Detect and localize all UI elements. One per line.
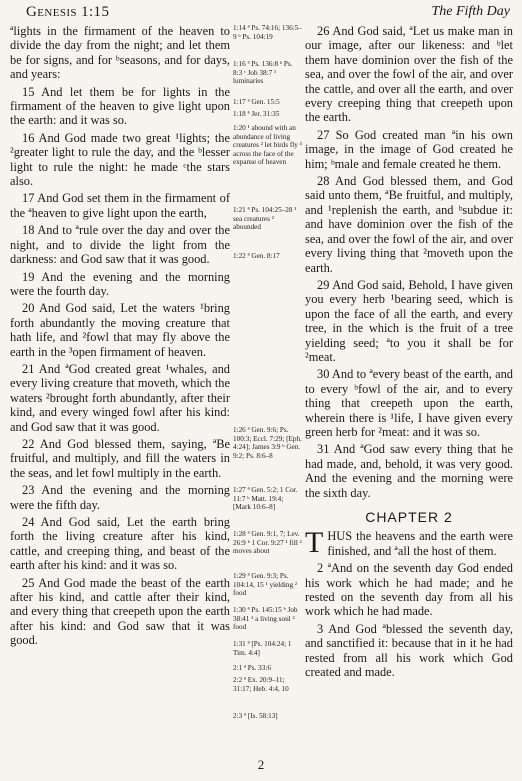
verse-paragraph: 24 And God said, Let the earth bring forth the living creature after his kind, cattle, and creeping thing, and beast of the earth after his kind: and it was so. <box>10 515 230 573</box>
cross-reference-note: 1:21 ª Ps. 104:25–28 ¹ sea creatures ² abounded <box>233 206 297 232</box>
verse-paragraph: 19 And the evening and the morning were the fourth day. <box>10 269 230 298</box>
chapter-opening-paragraph <box>305 526 513 560</box>
cross-reference-note: 1:31 ª [Ps. 104:24; 1 Tim. 4:4] <box>233 640 292 657</box>
right-text-column <box>305 24 513 682</box>
cross-reference-note: 1:17 ª Gen. 15:5 <box>233 98 280 106</box>
cross-reference-note: 2:3 ª [Is. 58:13] <box>233 712 278 720</box>
verse-paragraph: 2 ªAnd on the seventh day God ended his work which he had made; and he rested on the seventh day from all his work which he had made. <box>305 561 513 619</box>
verse-paragraph: 28 And God blessed them, and God said unto them, ªBe fruitful, and multiply, and ¹replenish the earth, and ᵇsubdue it: and have dominion over the fish of the sea, and over the fowl of the air, and over every living thing that ²moveth upon the earth. <box>305 174 513 275</box>
cross-reference-note: 1:14 ª Ps. 74:16; 136:5–9 ᵇ Ps. 104:19 <box>233 24 302 41</box>
running-header-reference <box>26 4 109 21</box>
verse-paragraph: 31 And ªGod saw every thing that he had made, and, behold, it was very good. And the evening and the morning were the sixth day. <box>305 442 513 500</box>
header-book: Genesis <box>26 4 77 20</box>
page-number: 2 <box>257 757 265 772</box>
verse-paragraph: 25 And God made the beast of the earth after his kind, and cattle after their kind, and every thing that creepeth upon the earth after his kind: and God saw that it was good. <box>10 575 230 648</box>
cross-reference-note: 1:29 ª Gen. 9:3; Ps. 104:14, 15 ¹ yielding ² food <box>233 572 298 598</box>
verse-paragraph: 21 And ªGod created great ¹whales, and every living creature that moveth, which the waters ²brought forth abundantly, after their kind, and every winged fowl after his kind: and God saw that it was good. <box>10 361 230 434</box>
verse-paragraph: 30 And to ªevery beast of the earth, and to every ᵇfowl of the air, and to every thing that creepeth upon the earth, wherein there is ¹life, I have given every green herb for ²meat: and it was so. <box>305 367 513 439</box>
verse-paragraph: ªlights in the firmament of the heaven to divide the day from the night; and let them be for signs, and for ᵇseasons, and for days, and years: <box>10 24 230 82</box>
header-chapter-verse: 1:15 <box>81 4 110 20</box>
cross-reference-note: 1:27 ª Gen. 5:2; 1 Cor. 11:7 ᵇ Matt. 19:4; [Mark 10:6–8] <box>233 486 298 512</box>
cross-reference-column <box>233 24 303 764</box>
cross-reference-note: 2:2 ª Ex. 20:9–11; 31:17; Heb. 4:4, 10 <box>233 676 289 693</box>
verse-paragraph: 23 And the evening and the morning were the fifth day. <box>10 483 230 512</box>
chapter-heading: CHAPTER 2 <box>365 509 453 525</box>
cross-reference-note: 1:26 ª Gen. 9:6; Ps. 100:3; Eccl. 7:29; [Eph. 4:24]; James 3:9 ᵇ Gen. 9:2; Ps. 8:6–8 <box>233 426 302 460</box>
chapter-opening-text: HUS the heavens and the earth were finished, and ªall the host of them. <box>327 529 513 558</box>
verse-paragraph: 17 And God set them in the firmament of the ªheaven to give light upon the earth, <box>10 191 230 220</box>
cross-reference-note: 1:28 ª Gen. 9:1, 7; Lev. 26:9 ᵇ 1 Cor. 9:27 ¹ fill ² moves about <box>233 530 302 556</box>
verse-paragraph: 20 And God said, Let the waters ¹bring forth abundantly the moving creature that hath life, and ²fowl that may fly above the earth in the ³open firmament of heaven. <box>10 301 230 359</box>
verse-paragraph: 29 And God said, Behold, I have given you every herb ¹bearing seed, which is upon the face of all the earth, and every tree, in the which is the fruit of a tree yielding seed; ªto you it shall be for ²meat. <box>305 277 513 364</box>
left-text-column <box>10 24 230 651</box>
verse-paragraph: 16 And God made two great ¹lights; the ²greater light to rule the day, and the ᵇlesser light to rule the night: he made ᶜthe stars also. <box>10 130 230 189</box>
cross-reference-note: 1:18 ª Jer. 31:35 <box>233 110 280 118</box>
verse-paragraph: 18 And to ªrule over the day and over the night, and to divide the light from the darkness: and God saw that it was good. <box>10 223 230 267</box>
cross-reference-note: 1:30 ª Ps. 145:15 ᵇ Job 38:41 ¹ a living soul ² food <box>233 606 298 632</box>
cross-reference-note: 1:20 ¹ abound with an abundance of living creatures ² let birds fly ³ across the face of the expanse of heaven <box>233 124 302 167</box>
cross-reference-note: 2:1 ª Ps. 33:6 <box>233 664 271 672</box>
verse-paragraph: 26 And God said, ªLet us make man in our image, after our likeness: and ᵇlet them have dominion over the fish of the sea, and over the fowl of the air, and over the cattle, and over all the earth, and over every creeping thing that creepeth upon the earth. <box>305 24 513 125</box>
cross-reference-note: 1:16 ª Ps. 136:8 ᵇ Ps. 8:3 ᶜ Job 38:7 ¹ luminaries <box>233 60 293 86</box>
verse-paragraph: 15 And let them be for lights in the firmament of the heaven to give light upon the earth: and it was so. <box>10 84 230 128</box>
verse-paragraph: 27 So God created man ªin his own image, in the image of God created he him; ᵇmale and female created he them. <box>305 127 513 171</box>
cross-reference-note: 1:22 ª Gen. 8:17 <box>233 252 280 260</box>
verse-paragraph: 22 And God blessed them, saying, ªBe fruitful, and multiply, and fill the waters in the seas, and let fowl multiply in the earth. <box>10 436 230 480</box>
running-header-title: The Fifth Day <box>431 4 510 19</box>
verse-paragraph: 3 And God ªblessed the seventh day, and sanctified it: because that in it he had rested from all his work which God created and made. <box>305 621 513 680</box>
drop-cap-letter: T <box>305 526 324 560</box>
